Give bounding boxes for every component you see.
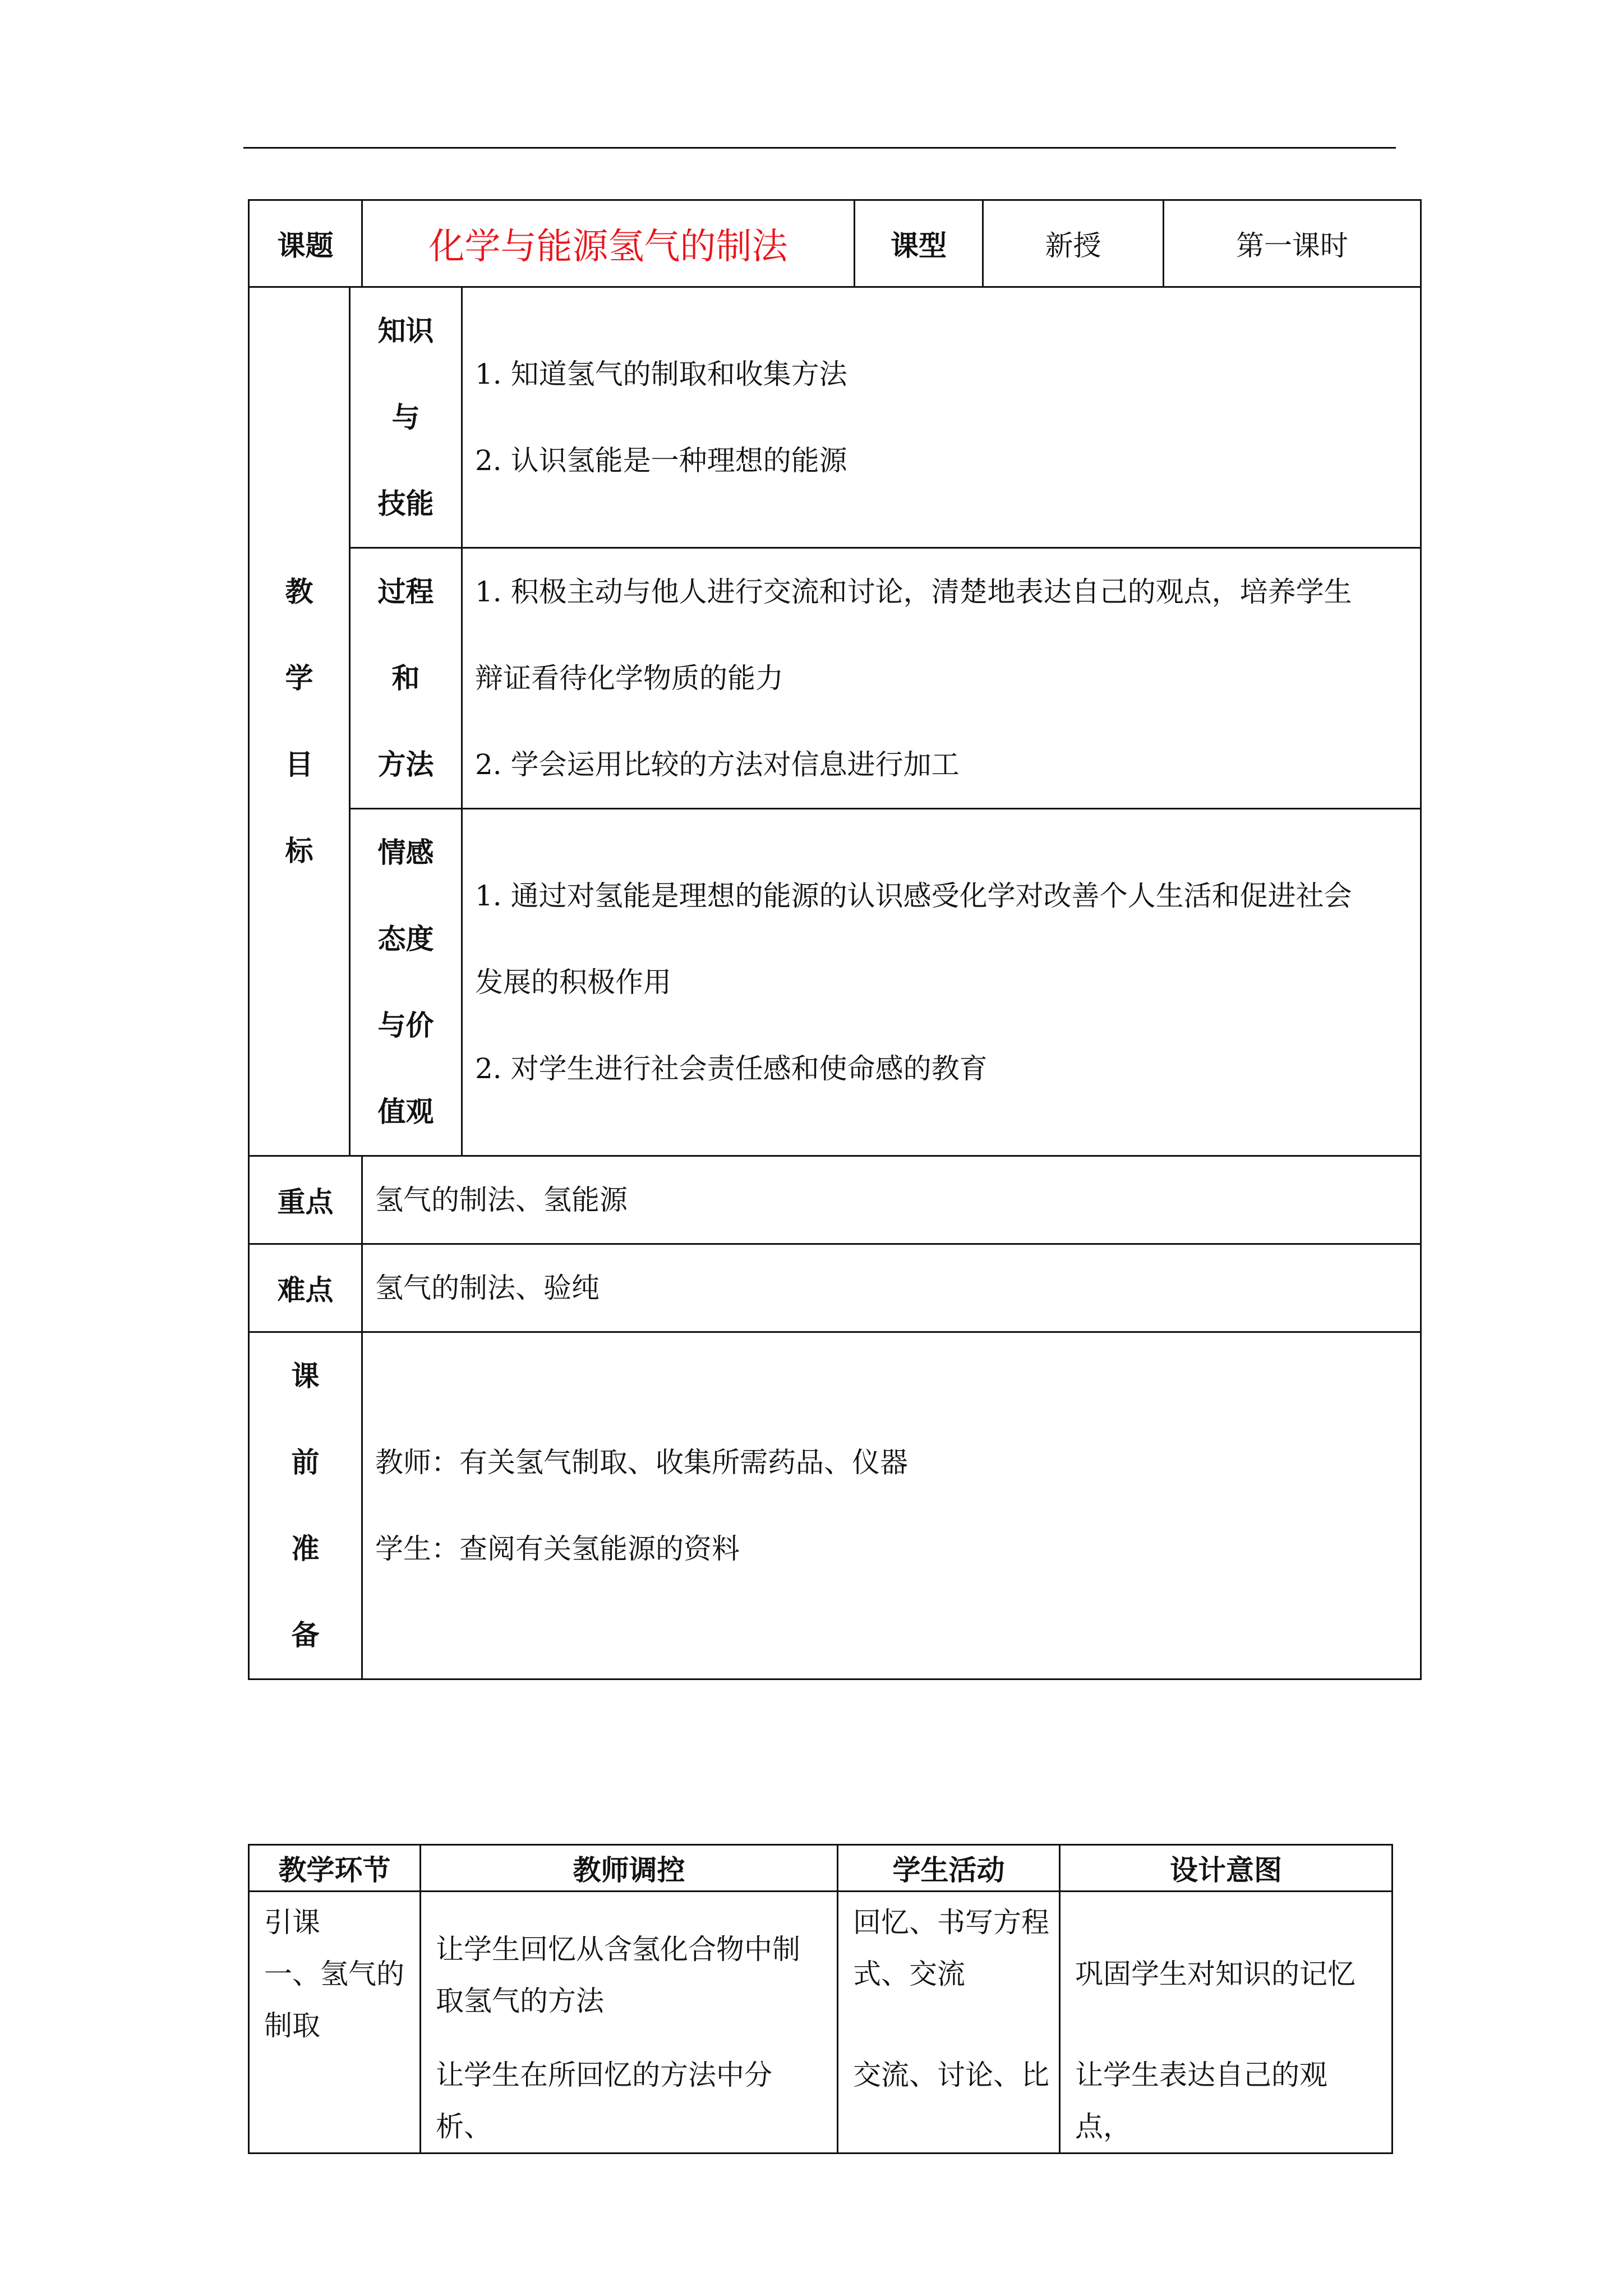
key-point-value: 氢气的制法、氢能源 bbox=[362, 1156, 1421, 1244]
stage-cell: 引课 一、氢气的 制取 bbox=[249, 1892, 421, 2154]
objective-label-process: 过程 和 方法 bbox=[350, 548, 462, 809]
header-teacher: 教师调控 bbox=[421, 1845, 838, 1892]
header-stage: 教学环节 bbox=[249, 1845, 421, 1892]
key-point-row bbox=[249, 1156, 1421, 1244]
student-cell: 回忆、书写方程 式、交流 交流、讨论、比 bbox=[838, 1892, 1060, 2154]
objective-content-process: 1. 积极主动与他人进行交流和讨论，清楚地表达自己的观点，培养学生 辩证看待化学物质的能力 2. 学会运用比较的方法对信息进行加工 bbox=[462, 548, 1421, 809]
difficulty-row bbox=[249, 1244, 1421, 1332]
topic-row bbox=[249, 200, 1421, 287]
objective-row-attitude bbox=[249, 809, 1421, 1156]
process-header-row bbox=[249, 1845, 1393, 1892]
teaching-process-table bbox=[248, 1844, 1393, 2154]
objective-label-knowledge: 知识 与 技能 bbox=[350, 287, 462, 548]
type-label: 课型 bbox=[855, 200, 983, 287]
objective-content-attitude: 1. 通过对氢能是理想的能源的认识感受化学对改善个人生活和促进社会 发展的积极作用 2. 对学生进行社会责任感和使命感的教育 bbox=[462, 809, 1421, 1156]
process-row bbox=[249, 1892, 1393, 2154]
objective-label-attitude: 情感 态度 与价 值观 bbox=[350, 809, 462, 1156]
header-student: 学生活动 bbox=[838, 1845, 1060, 1892]
teacher-cell: 让学生回忆从含氢化合物中制 取氢气的方法 让学生在所回忆的方法中分析、 bbox=[421, 1892, 838, 2154]
header-intent: 设计意图 bbox=[1060, 1845, 1393, 1892]
lesson-period: 第一课时 bbox=[1164, 200, 1421, 287]
intent-cell: 巩固学生对知识的记忆 让学生表达自己的观点， bbox=[1060, 1892, 1393, 2154]
lesson-plan-table bbox=[248, 199, 1422, 1680]
topic-label: 课题 bbox=[249, 200, 362, 287]
difficulty-label: 难点 bbox=[249, 1244, 362, 1332]
prep-label: 课 前 准 备 bbox=[249, 1332, 362, 1680]
objective-row-knowledge bbox=[249, 287, 1421, 548]
key-point-label: 重点 bbox=[249, 1156, 362, 1244]
prep-row bbox=[249, 1332, 1421, 1680]
objectives-label: 教 学 目 标 bbox=[249, 287, 350, 1156]
header-rule bbox=[243, 147, 1396, 149]
prep-content: 教师：有关氢气制取、收集所需药品、仪器 学生：查阅有关氢能源的资料 bbox=[362, 1332, 1421, 1680]
difficulty-value: 氢气的制法、验纯 bbox=[362, 1244, 1421, 1332]
lesson-type: 新授 bbox=[983, 200, 1164, 287]
lesson-title: 化学与能源氢气的制法 bbox=[362, 200, 855, 287]
objective-row-process bbox=[249, 548, 1421, 809]
objective-content-knowledge: 1. 知道氢气的制取和收集方法 2. 认识氢能是一种理想的能源 bbox=[462, 287, 1421, 548]
